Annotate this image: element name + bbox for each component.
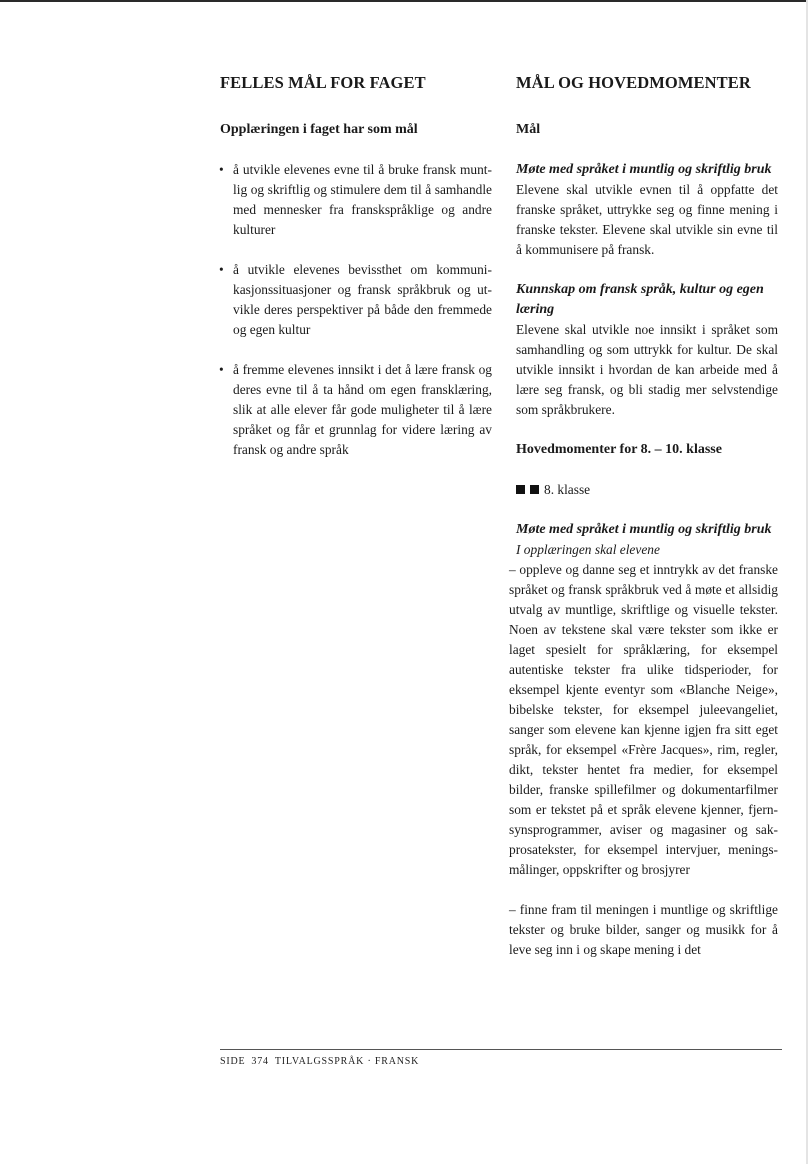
page-footer [220,1056,419,1067]
goal-bullet: • å utvikle elevenes bevissthet om kommunikasjonssituasjoner og fransk språkbruk og utvikle deres perspektiver på både den fremmede og egen kultur [220,260,492,340]
goal-section-1 [516,160,778,260]
page-number: 374 [251,1056,269,1067]
footer-side: SIDE [220,1056,246,1067]
top-border [0,0,808,2]
left-title: FELLES MÅL FOR FAGET [220,73,426,92]
left-column [220,72,492,480]
goal1-heading: Møte med språket i muntlig og skriftlig bruk [516,162,772,177]
square-bullet-icon [530,485,539,494]
goals-heading: Mål [516,122,541,137]
goal-bullet: • å fremme elevenes innsikt i det å lære fransk og deres evne til å ta hånd om egen fransklæring, slik at alle elever får gode muligheter til å lære språket og får et grunnlag for videre læring av fransk og andre språk [220,360,492,460]
moment-item: – oppleve og danne seg et inntrykk av det franske språket og fransk språkbruk ved å møte et allsidig utvalg av muntlige, skriftlige og visuelle tekster. Noen av tekstene skal være tekster som ikke er laget spesielt for språklæring, for eksempel autentiske tekster fra ulike tidsperioder, for eksempel kjente eventyr som «Blanche Neige», bibelske tekster, for eksempel juleevangeliet, sanger som elevene kan kjenne igjen fra sitt eget språk, for eksempel «Frère Jacques», rim, regler, dikt, tekster hentet fra medier, for eksempel bilder, franske spillefilmer og dokumentarfilmer som er tekstet på et språk elevene kjenner, fjernsynsprogrammer, aviser og magasiner og sakprosatekster, for eksempel intervjuer, meningsmålinger, oppskrifter og brosjyrer [509,562,778,877]
right-column [509,72,778,980]
right-title: MÅL OG HOVEDMOMENTER [516,73,751,92]
level-text: 8. klasse [544,482,591,497]
footer-rule [220,1049,782,1050]
goals-list [220,160,492,460]
moment-item: – finne fram til meningen i muntlige og skriftlige tekster og bruke bilder, sanger og musikk for å leve seg inn i og skape mening i det [509,902,778,957]
footer-label: TILVALGSSPRÅK · FRANSK [274,1056,420,1067]
level-label [516,480,778,500]
goal-section-2 [516,280,778,420]
goal-bullet: • å utvikle elevenes evne til å bruke fransk muntlig og skriftlig og stimulere dem til å samhandle med mennesker fra franskspråklige og andre kulturer [220,160,492,240]
goal1-text: Elevene skal utvikle evnen til å oppfatte det franske språket, uttrykke seg og finne mening i franske tekster. Elevene skal utvikle sin evne til å kommunisere på fransk. [516,182,778,257]
moments-list [509,560,778,960]
section-heading: Møte med språket i muntlig og skriftlig bruk [516,522,772,537]
section-intro: I opplæringen skal elevene [516,542,660,557]
left-subtitle: Opplæringen i faget har som mål [220,122,418,137]
goal2-heading: Kunnskap om fransk språk, kultur og egen læring [516,282,764,317]
goal2-text: Elevene skal utvikle noe innsikt i språket som samhandling og som uttrykk for kultur. De skal utvikle innsikt i hvordan de kan arbeide med å lære seg fransk, og bli stadig mer selvstendige som språkbrukere. [516,322,778,417]
main-moments-heading: Hovedmomenter for 8. – 10. klasse [516,442,722,457]
square-bullet-icon [516,485,525,494]
